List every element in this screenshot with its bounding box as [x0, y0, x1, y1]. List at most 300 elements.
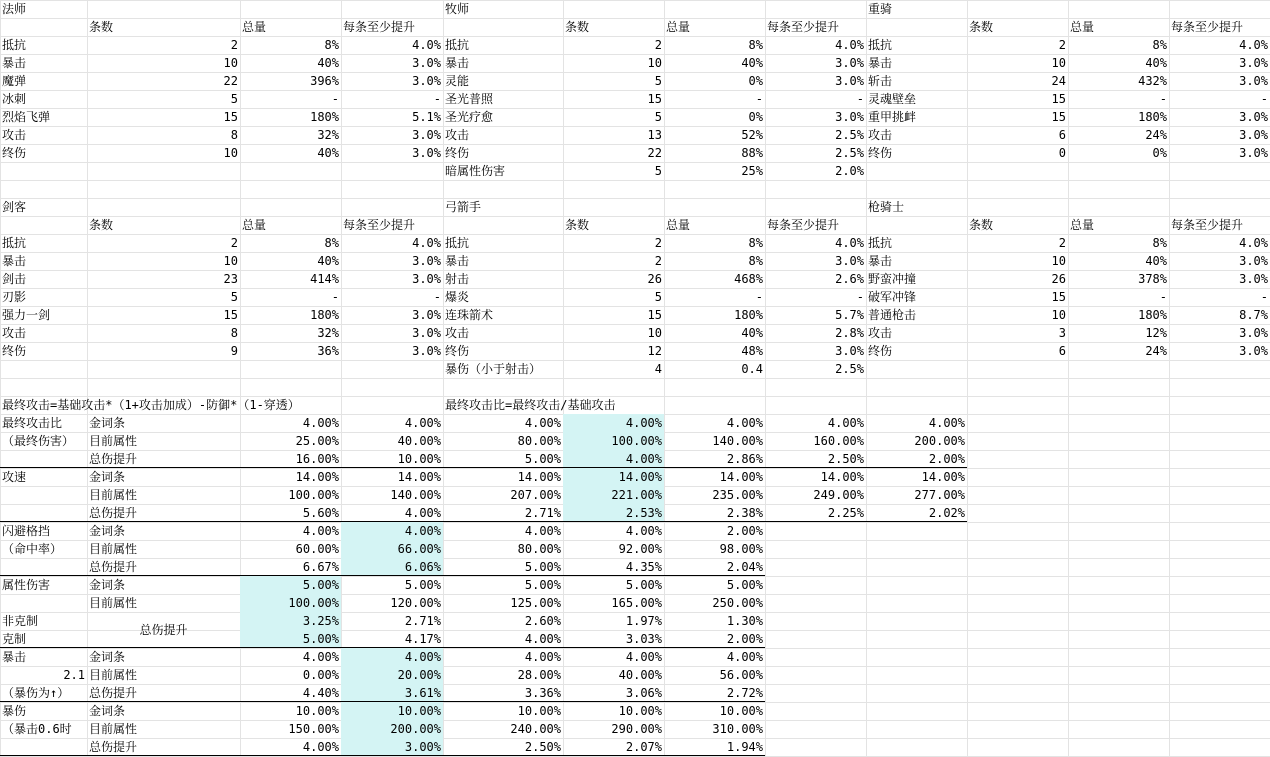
stat-name[interactable]: 抵抗 — [2, 236, 27, 250]
analysis-value[interactable]: 5.00% — [625, 578, 662, 592]
analysis-value[interactable]: 290.00% — [611, 722, 662, 736]
stat-value[interactable]: 3.0% — [1239, 74, 1268, 88]
stat-value[interactable]: 0% — [1152, 146, 1167, 160]
stat-value[interactable]: 25% — [741, 164, 763, 178]
analysis-value[interactable]: 5.00% — [404, 578, 441, 592]
stat-name[interactable]: 抵抗 — [868, 38, 893, 52]
stat-value[interactable]: 15 — [223, 308, 238, 322]
analysis-value[interactable]: 277.00% — [914, 488, 965, 502]
analysis-value[interactable]: 10.00% — [341, 702, 443, 720]
section-label[interactable]: 攻速 — [2, 470, 27, 484]
stat-value[interactable]: 2 — [230, 38, 238, 52]
stat-name[interactable]: 魔弹 — [2, 74, 27, 88]
stat-value[interactable]: 3.0% — [412, 146, 441, 160]
stat-value[interactable]: 5 — [230, 290, 238, 304]
stat-value[interactable]: - — [1159, 92, 1167, 106]
analysis-value[interactable]: 5.00% — [524, 560, 561, 574]
analysis-value[interactable]: 5.00% — [240, 630, 341, 648]
stat-value[interactable]: 2.5% — [835, 362, 864, 376]
analysis-value[interactable]: 207.00% — [510, 488, 561, 502]
stat-value[interactable]: 15 — [1051, 110, 1066, 124]
stat-name[interactable]: 终伤 — [868, 344, 893, 358]
stat-value[interactable]: - — [1260, 290, 1268, 304]
analysis-value[interactable]: 10.00% — [295, 704, 339, 718]
stat-value[interactable]: - — [755, 92, 763, 106]
analysis-value[interactable]: 310.00% — [712, 722, 763, 736]
analysis-value[interactable]: 4.00% — [726, 650, 763, 664]
analysis-value[interactable]: 3.36% — [524, 686, 561, 700]
analysis-value[interactable]: 2.60% — [524, 614, 561, 628]
stat-value[interactable]: 3.0% — [1239, 146, 1268, 160]
analysis-value[interactable]: 80.00% — [517, 434, 561, 448]
stat-value[interactable]: 8.7% — [1239, 308, 1268, 322]
analysis-value[interactable]: 2.04% — [726, 560, 763, 574]
stat-name[interactable]: 终伤 — [2, 146, 27, 160]
analysis-value[interactable]: 4.00% — [302, 650, 339, 664]
analysis-value[interactable]: 4.40% — [302, 686, 339, 700]
section-label[interactable]: 属性伤害 — [2, 578, 51, 592]
stat-value[interactable]: - — [331, 290, 339, 304]
analysis-value[interactable]: 1.30% — [726, 614, 763, 628]
column-header[interactable]: 总量 — [666, 20, 691, 34]
stat-name[interactable]: 终伤 — [445, 146, 470, 160]
analysis-value[interactable]: 221.00% — [563, 486, 664, 504]
stat-value[interactable]: 26 — [647, 272, 662, 286]
analysis-value[interactable]: 80.00% — [517, 542, 561, 556]
stat-value[interactable]: 8 — [230, 128, 238, 142]
analysis-value[interactable]: 4.00% — [524, 416, 561, 430]
column-header[interactable]: 条数 — [89, 20, 114, 34]
stat-name[interactable]: 抵抗 — [445, 38, 470, 52]
analysis-value[interactable]: 4.00% — [827, 416, 864, 430]
analysis-value[interactable]: 3.00% — [341, 738, 443, 756]
stat-value[interactable]: 180% — [310, 308, 339, 322]
stat-name[interactable]: 连珠箭术 — [445, 308, 494, 322]
row-name[interactable]: 总伤提升 — [89, 686, 138, 700]
stat-name[interactable]: 冰刺 — [2, 92, 27, 106]
stat-value[interactable]: 2.5% — [835, 128, 864, 142]
stat-value[interactable]: 6 — [1058, 128, 1066, 142]
analysis-value[interactable]: 100.00% — [563, 432, 664, 450]
analysis-value[interactable]: 4.00% — [563, 414, 664, 432]
stat-value[interactable]: 3.0% — [412, 326, 441, 340]
stat-value[interactable]: 10 — [1051, 56, 1066, 70]
stat-value[interactable]: 3.0% — [1239, 326, 1268, 340]
class-table-title[interactable]: 牧师 — [445, 2, 470, 16]
formula-final-attack-ratio[interactable]: 最终攻击比=最终攻击/基础攻击 — [445, 398, 616, 412]
analysis-value[interactable]: 40.00% — [618, 668, 662, 682]
analysis-value[interactable]: 2.72% — [726, 686, 763, 700]
stat-value[interactable]: 4.0% — [412, 38, 441, 52]
analysis-value[interactable]: 4.00% — [341, 522, 443, 540]
stat-value[interactable]: 3 — [1058, 326, 1066, 340]
stat-name[interactable]: 攻击 — [445, 128, 470, 142]
stat-value[interactable]: 8% — [1152, 38, 1167, 52]
analysis-value[interactable]: 3.61% — [341, 684, 443, 702]
row-name[interactable]: 目前属性 — [89, 668, 138, 682]
analysis-value[interactable]: 2.00% — [726, 524, 763, 538]
class-table-title[interactable]: 重骑 — [868, 2, 893, 16]
stat-value[interactable]: 5 — [654, 290, 662, 304]
analysis-value[interactable]: 4.00% — [302, 740, 339, 754]
stat-value[interactable]: - — [433, 290, 441, 304]
stat-value[interactable]: 3.0% — [412, 74, 441, 88]
column-header[interactable]: 条数 — [89, 218, 114, 232]
class-table-title[interactable]: 剑客 — [2, 200, 27, 214]
stat-name[interactable]: 灵魂壁垒 — [868, 92, 917, 106]
stat-value[interactable]: 10 — [647, 56, 662, 70]
stat-value[interactable]: 2.6% — [835, 272, 864, 286]
stat-name[interactable]: 重甲挑衅 — [868, 110, 917, 124]
column-header[interactable]: 条数 — [565, 20, 590, 34]
stat-name[interactable]: 攻击 — [445, 326, 470, 340]
stat-name[interactable]: 烈焰飞弹 — [2, 110, 51, 124]
analysis-value[interactable]: 66.00% — [341, 540, 443, 558]
stat-value[interactable]: 40% — [741, 56, 763, 70]
column-header[interactable]: 条数 — [565, 218, 590, 232]
stat-value[interactable]: - — [331, 92, 339, 106]
stat-name[interactable]: 抵抗 — [868, 236, 893, 250]
stat-value[interactable]: 10 — [1051, 254, 1066, 268]
analysis-value[interactable]: 2.38% — [726, 506, 763, 520]
analysis-value[interactable]: 4.00% — [404, 506, 441, 520]
stat-value[interactable]: 180% — [1138, 110, 1167, 124]
stat-value[interactable]: 12 — [647, 344, 662, 358]
stat-value[interactable]: - — [1260, 92, 1268, 106]
analysis-value[interactable]: 16.00% — [295, 452, 339, 466]
stat-value[interactable]: 414% — [310, 272, 339, 286]
stat-value[interactable]: 40% — [317, 146, 339, 160]
column-header[interactable]: 总量 — [1070, 20, 1095, 34]
stat-value[interactable]: 3.0% — [1239, 128, 1268, 142]
stat-value[interactable]: 4 — [654, 362, 662, 376]
column-header[interactable]: 每条至少提升 — [1171, 20, 1244, 34]
analysis-value[interactable]: 2.53% — [563, 504, 664, 522]
row-name[interactable]: 目前属性 — [89, 488, 138, 502]
stat-value[interactable]: 4.0% — [1239, 38, 1268, 52]
row-name[interactable]: 金词条 — [89, 416, 126, 430]
stat-value[interactable]: 180% — [734, 308, 763, 322]
stat-name[interactable]: 爆炎 — [445, 290, 470, 304]
analysis-value[interactable]: 2.07% — [625, 740, 662, 754]
stat-value[interactable]: 40% — [1145, 56, 1167, 70]
analysis-value[interactable]: 4.00% — [341, 648, 443, 666]
column-header[interactable]: 每条至少提升 — [343, 20, 416, 34]
stat-name[interactable]: 终伤 — [2, 344, 27, 358]
column-header[interactable]: 总量 — [666, 218, 691, 232]
analysis-value[interactable]: 14.00% — [719, 470, 763, 484]
analysis-value[interactable]: 4.00% — [524, 524, 561, 538]
stat-name[interactable]: 圣光疗愈 — [445, 110, 494, 124]
analysis-value[interactable]: 25.00% — [295, 434, 339, 448]
row-name[interactable]: 目前属性 — [89, 722, 138, 736]
stat-value[interactable]: 40% — [1145, 254, 1167, 268]
stat-value[interactable]: 22 — [647, 146, 662, 160]
row-name[interactable]: 金词条 — [89, 470, 126, 484]
analysis-value[interactable]: 4.00% — [524, 632, 561, 646]
analysis-value[interactable]: 98.00% — [719, 542, 763, 556]
section-label[interactable]: 闪避格挡 — [2, 524, 51, 538]
stat-value[interactable]: 88% — [741, 146, 763, 160]
stat-value[interactable]: 32% — [317, 326, 339, 340]
stat-name[interactable]: 攻击 — [868, 326, 893, 340]
stat-value[interactable]: 3.0% — [412, 56, 441, 70]
stat-name[interactable]: 圣光普照 — [445, 92, 494, 106]
stat-name[interactable]: 野蛮冲撞 — [868, 272, 917, 286]
analysis-value[interactable]: 14.00% — [397, 470, 441, 484]
analysis-value[interactable]: 150.00% — [288, 722, 339, 736]
stat-value[interactable]: 5 — [654, 164, 662, 178]
analysis-value[interactable]: 4.17% — [404, 632, 441, 646]
section-label[interactable]: 暴击 — [2, 650, 27, 664]
stat-value[interactable]: 180% — [1138, 308, 1167, 322]
stat-value[interactable]: 8% — [324, 236, 339, 250]
column-header[interactable]: 每条至少提升 — [767, 218, 840, 232]
stat-value[interactable]: 3.0% — [412, 128, 441, 142]
row-name[interactable]: 目前属性 — [89, 542, 138, 556]
analysis-value[interactable]: 6.67% — [302, 560, 339, 574]
analysis-value[interactable]: 100.00% — [240, 594, 341, 612]
stat-value[interactable]: 4.0% — [412, 236, 441, 250]
stat-value[interactable]: 3.0% — [412, 272, 441, 286]
stat-name[interactable]: 射击 — [445, 272, 470, 286]
stat-value[interactable]: 2 — [1058, 236, 1066, 250]
stat-value[interactable]: 48% — [741, 344, 763, 358]
analysis-value[interactable]: 4.00% — [563, 450, 664, 468]
analysis-value[interactable]: 5.00% — [524, 578, 561, 592]
analysis-value[interactable]: 3.25% — [240, 612, 341, 630]
analysis-value[interactable]: 5.60% — [302, 506, 339, 520]
analysis-value[interactable]: 60.00% — [295, 542, 339, 556]
row-name[interactable]: 总伤提升 — [89, 506, 138, 520]
stat-value[interactable]: 10 — [223, 56, 238, 70]
analysis-value[interactable]: 200.00% — [914, 434, 965, 448]
stat-value[interactable]: 3.0% — [835, 56, 864, 70]
analysis-value[interactable]: 249.00% — [813, 488, 864, 502]
row-name[interactable]: 总伤提升 — [89, 740, 138, 754]
analysis-value[interactable]: 235.00% — [712, 488, 763, 502]
stat-value[interactable]: 2 — [654, 38, 662, 52]
column-header[interactable]: 每条至少提升 — [343, 218, 416, 232]
analysis-value[interactable]: 6.06% — [341, 558, 443, 576]
stat-name[interactable]: 攻击 — [868, 128, 893, 142]
column-header[interactable]: 每条至少提升 — [767, 20, 840, 34]
stat-value[interactable]: 3.0% — [835, 110, 864, 124]
stat-value[interactable]: 378% — [1138, 272, 1167, 286]
analysis-value[interactable]: 2.50% — [827, 452, 864, 466]
class-table-title[interactable]: 弓箭手 — [445, 200, 482, 214]
analysis-value[interactable]: 5.00% — [524, 452, 561, 466]
class-table-title[interactable]: 法师 — [2, 2, 27, 16]
stat-value[interactable]: 8% — [748, 236, 763, 250]
stat-name[interactable]: 暴击 — [445, 254, 470, 268]
stat-value[interactable]: 26 — [1051, 272, 1066, 286]
row-name[interactable]: 总伤提升 — [89, 452, 138, 466]
stat-value[interactable]: 36% — [317, 344, 339, 358]
stat-value[interactable]: - — [433, 92, 441, 106]
stat-value[interactable]: 8% — [1152, 236, 1167, 250]
stat-value[interactable]: 5 — [230, 92, 238, 106]
stat-value[interactable]: 5.7% — [835, 308, 864, 322]
column-header[interactable]: 每条至少提升 — [1171, 218, 1244, 232]
stat-name[interactable]: 暴击 — [868, 254, 893, 268]
stat-value[interactable]: 3.0% — [412, 344, 441, 358]
analysis-value[interactable]: 2.00% — [726, 632, 763, 646]
section-label[interactable]: （暴伤为↑） — [2, 686, 70, 700]
stat-value[interactable]: 22 — [223, 74, 238, 88]
stat-value[interactable]: 8 — [230, 326, 238, 340]
sub-label[interactable]: 非克制 — [2, 614, 39, 628]
stat-value[interactable]: 432% — [1138, 74, 1167, 88]
stat-value[interactable]: 2 — [230, 236, 238, 250]
analysis-value[interactable]: 120.00% — [390, 596, 441, 610]
row-name[interactable]: 金词条 — [89, 578, 126, 592]
analysis-value[interactable]: 14.00% — [295, 470, 339, 484]
stat-value[interactable]: 23 — [223, 272, 238, 286]
section-label[interactable]: 最终攻击比 — [2, 416, 63, 430]
stat-value[interactable]: 5 — [654, 74, 662, 88]
stat-value[interactable]: 6 — [1058, 344, 1066, 358]
analysis-value[interactable]: 2.50% — [524, 740, 561, 754]
stat-name[interactable]: 暴击 — [445, 56, 470, 70]
analysis-value[interactable]: 3.06% — [625, 686, 662, 700]
analysis-value[interactable]: 0.00% — [302, 668, 339, 682]
analysis-value[interactable]: 250.00% — [712, 596, 763, 610]
stat-name[interactable]: 剑击 — [2, 272, 27, 286]
stat-name[interactable]: 暴击 — [2, 56, 27, 70]
stat-name[interactable]: 普通枪击 — [868, 308, 917, 322]
analysis-value[interactable]: 14.00% — [563, 468, 664, 486]
stat-value[interactable]: 15 — [223, 110, 238, 124]
stat-value[interactable]: 15 — [647, 308, 662, 322]
sub-label[interactable]: 克制 — [2, 632, 27, 646]
analysis-value[interactable]: 140.00% — [390, 488, 441, 502]
stat-value[interactable]: 3.0% — [1239, 56, 1268, 70]
stat-name[interactable]: 抵抗 — [445, 236, 470, 250]
stat-value[interactable]: 24% — [1145, 344, 1167, 358]
analysis-value[interactable]: 4.35% — [625, 560, 662, 574]
stat-name[interactable]: 破军冲锋 — [868, 290, 917, 304]
analysis-value[interactable]: 240.00% — [510, 722, 561, 736]
analysis-value[interactable]: 14.00% — [820, 470, 864, 484]
stat-value[interactable]: 15 — [647, 92, 662, 106]
stat-value[interactable]: 2.8% — [835, 326, 864, 340]
analysis-value[interactable]: 10.00% — [397, 452, 441, 466]
stat-name[interactable]: 抵抗 — [2, 38, 27, 52]
stat-value[interactable]: 10 — [223, 146, 238, 160]
stat-name[interactable]: 终伤 — [445, 344, 470, 358]
analysis-value[interactable]: 2.71% — [524, 506, 561, 520]
analysis-value[interactable]: 2.25% — [827, 506, 864, 520]
analysis-value[interactable]: 56.00% — [719, 668, 763, 682]
stat-value[interactable]: 40% — [317, 254, 339, 268]
stat-name[interactable]: 暗属性伤害 — [445, 164, 506, 178]
stat-value[interactable]: 180% — [310, 110, 339, 124]
stat-value[interactable]: 24 — [1051, 74, 1066, 88]
analysis-value[interactable]: 5.00% — [240, 576, 341, 594]
stat-value[interactable]: 3.0% — [1239, 110, 1268, 124]
stat-value[interactable]: 2 — [654, 236, 662, 250]
analysis-value[interactable]: 2.02% — [928, 506, 965, 520]
analysis-value[interactable]: 10.00% — [719, 704, 763, 718]
stat-name[interactable]: 斩击 — [868, 74, 893, 88]
stat-value[interactable]: 3.0% — [835, 254, 864, 268]
stat-value[interactable]: 10 — [647, 326, 662, 340]
stat-value[interactable]: 3.0% — [412, 254, 441, 268]
section-label[interactable]: （命中率） — [2, 542, 63, 556]
stat-value[interactable]: 2.5% — [835, 146, 864, 160]
analysis-value[interactable]: 10.00% — [517, 704, 561, 718]
stat-value[interactable]: 0 — [1058, 146, 1066, 160]
analysis-value[interactable]: 5.00% — [726, 578, 763, 592]
analysis-value[interactable]: 4.00% — [302, 416, 339, 430]
class-table-title[interactable]: 枪骑士 — [868, 200, 905, 214]
analysis-value[interactable]: 3.03% — [625, 632, 662, 646]
analysis-value[interactable]: 4.00% — [404, 416, 441, 430]
stat-value[interactable]: 5.1% — [412, 110, 441, 124]
analysis-value[interactable]: 4.00% — [726, 416, 763, 430]
analysis-value[interactable]: 40.00% — [397, 434, 441, 448]
stat-value[interactable]: 3.0% — [835, 344, 864, 358]
formula-final-attack[interactable]: 最终攻击=基础攻击*（1+攻击加成）-防御*（1-穿透） — [2, 398, 300, 412]
stat-value[interactable]: 8% — [748, 38, 763, 52]
column-header[interactable]: 条数 — [969, 20, 994, 34]
analysis-value[interactable]: 4.00% — [625, 524, 662, 538]
stat-value[interactable]: 0% — [748, 74, 763, 88]
row-name[interactable]: 总伤提升 — [89, 560, 138, 574]
column-header[interactable]: 条数 — [969, 218, 994, 232]
analysis-value[interactable]: 165.00% — [611, 596, 662, 610]
stat-value[interactable]: 10 — [223, 254, 238, 268]
stat-value[interactable]: 3.0% — [1239, 254, 1268, 268]
analysis-value[interactable]: 4.00% — [302, 524, 339, 538]
merged-row-name[interactable]: 总伤提升 — [139, 623, 188, 637]
stat-value[interactable]: 2 — [1058, 38, 1066, 52]
stat-value[interactable]: 4.0% — [1239, 236, 1268, 250]
stat-name[interactable]: 暴击 — [868, 56, 893, 70]
analysis-value[interactable]: 2.00% — [928, 452, 965, 466]
stat-value[interactable]: 2.0% — [835, 164, 864, 178]
stat-value[interactable]: 4.0% — [835, 236, 864, 250]
stat-name[interactable]: 暴击 — [2, 254, 27, 268]
stat-value[interactable]: - — [856, 290, 864, 304]
analysis-value[interactable]: 1.97% — [625, 614, 662, 628]
analysis-value[interactable]: 92.00% — [618, 542, 662, 556]
analysis-value[interactable]: 200.00% — [341, 720, 443, 738]
analysis-value[interactable]: 20.00% — [341, 666, 443, 684]
analysis-value[interactable]: 4.00% — [928, 416, 965, 430]
stat-value[interactable]: 8% — [748, 254, 763, 268]
row-name[interactable]: 金词条 — [89, 650, 126, 664]
stat-name[interactable]: 终伤 — [868, 146, 893, 160]
analysis-value[interactable]: 10.00% — [618, 704, 662, 718]
analysis-value[interactable]: 14.00% — [517, 470, 561, 484]
stat-value[interactable]: 32% — [317, 128, 339, 142]
row-name[interactable]: 金词条 — [89, 524, 126, 538]
stat-value[interactable]: 9 — [230, 344, 238, 358]
row-name[interactable]: 目前属性 — [89, 434, 138, 448]
analysis-value[interactable]: 100.00% — [288, 488, 339, 502]
stat-value[interactable]: 3.0% — [835, 74, 864, 88]
stat-value[interactable]: 396% — [310, 74, 339, 88]
stat-value[interactable]: 24% — [1145, 128, 1167, 142]
stat-value[interactable]: 2 — [654, 254, 662, 268]
analysis-value[interactable]: 4.00% — [524, 650, 561, 664]
row-name[interactable]: 金词条 — [89, 704, 126, 718]
stat-name[interactable]: 暴伤（小于射击） — [445, 362, 542, 376]
stat-name[interactable]: 攻击 — [2, 326, 27, 340]
analysis-value[interactable]: 2.71% — [404, 614, 441, 628]
